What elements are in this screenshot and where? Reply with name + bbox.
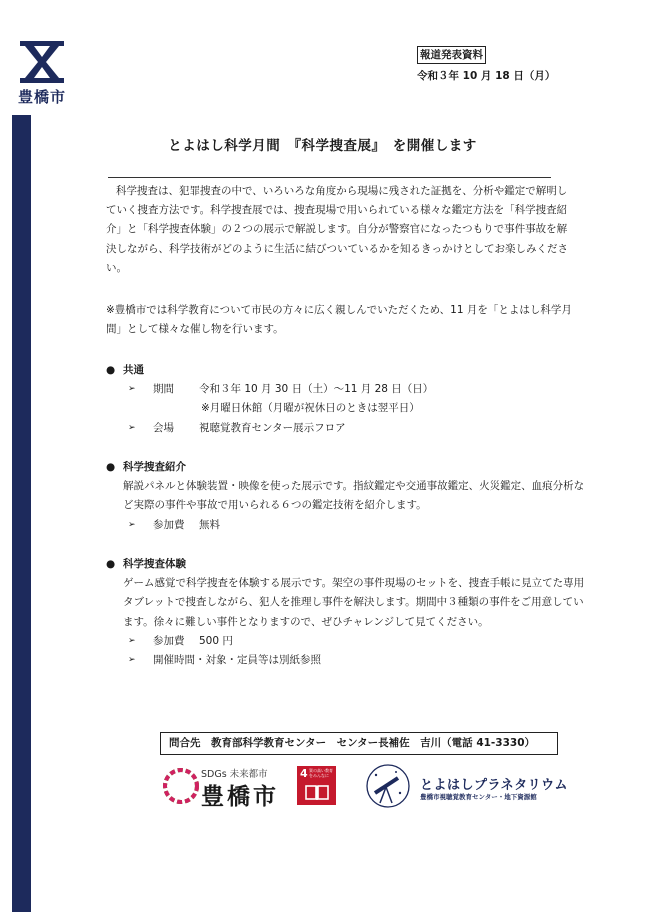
fee-value: 500 円 [199,634,233,647]
period-note: ※月曜日休館（月曜が祝休日のときは翌平日） [201,402,420,415]
arrow-bullet-icon: ➢ [128,655,136,666]
arrow-bullet-icon: ➢ [128,384,136,395]
title-divider [108,177,551,178]
fee-value: 無料 [199,518,220,531]
press-release-label: 報道発表資料 [417,46,486,64]
section-heading [106,555,586,574]
bullet-icon: ● [106,461,116,473]
contact-value: 教育部科学教育センター センター長補佐 吉川（電話 41-3330） [211,737,536,749]
section-heading-text: 科学捜査紹介 [123,461,186,473]
period-row [106,380,586,399]
contact-label: 問合先 [169,737,201,749]
bullet-icon: ● [106,364,116,376]
venue-row [106,419,586,438]
planetarium-subtitle: 豊橋市視聴覚教育センター・地下資源館 [420,793,537,801]
fee-label: 参加費 [153,634,185,647]
section-description: 解説パネルと体験装置・映像を使った展示です。指紋鑑定や交通事故鑑定、火災鑑定、血痕分析など実際の事件や事故で用いられる６つの鑑定技術を紹介します。 [123,480,585,512]
section-heading-text: 共通 [123,364,144,376]
section-heading [106,361,586,380]
logo-city-name: 豊橋市 [18,88,67,106]
sdgs-future-city-label: SDGs 未来都市 [201,769,268,780]
sdgs-wheel-icon [163,768,199,804]
intro-paragraph: 科学捜査は、犯罪捜査の中で、いろいろな角度から現場に残された証拠を、分析や鑑定で解明していく捜査方法です。科学捜査展では、捜査現場で用いられている様々な鑑定方法を「科学捜査紹介」と「科学捜査体験」の２つの展示で解説します。自分が警察官になったつもりで事件事故を解決しながら、科学技術がどのように生活に結びついているかを知るきっかけとしてお楽しみください。 [106,185,568,274]
press-date: 令和３年 10 月 18 日（月） [417,70,556,82]
section-description: ゲーム感覚で科学捜査を体験する展示です。架空の事件現場のセットを、捜査手帳に見立てた専用タブレットで捜査しながら、犯人を推理し事件を解決します。期間中３種類の事件をご用意しています。徐々に難しい事件となりますので、ぜひチャレンジして見てください。 [123,577,585,628]
book-icon [305,785,329,801]
goal-text: 質の高い教育をみんなに [309,768,333,778]
goal-number: 4 [300,767,308,780]
toyohashi-emblem-icon [17,40,67,84]
venue-label: 会場 [153,421,174,434]
bullet-icon: ● [106,558,116,570]
arrow-bullet-icon: ➢ [128,519,136,530]
section-intro-exhibit [106,458,586,535]
period-label: 期間 [153,383,174,396]
period-value: 令和３年 10 月 30 日（土）～11 月 28 日（日） [199,383,434,396]
sdg-goal4-badge [297,766,336,805]
section-common [106,361,586,438]
fee-row [106,632,586,651]
planetarium-title: とよはしプラネタリウム [420,778,568,793]
venue-value: 視聴覚教育センター展示フロア [199,421,346,434]
contact-box [160,732,558,755]
arrow-bullet-icon: ➢ [128,635,136,646]
fee-row [106,516,586,535]
section-heading [106,458,586,477]
science-month-note: ※豊橋市では科学教育について市民の方々に広く親しんでいただくため、11 月を「とよはし科学月間」として様々な催し物を行います。 [106,304,572,336]
section-heading-text: 科学捜査体験 [123,558,186,570]
arrow-bullet-icon: ➢ [128,422,136,433]
sidebar-accent-bar [12,115,31,912]
section-experience [106,555,586,670]
hours-row [106,651,586,670]
telescope-icon [362,763,414,809]
sdgs-city-name: 豊橋市 [201,784,279,810]
press-header [417,46,555,83]
page-title: とよはし科学月間 『科学捜査展』 を開催します [168,138,477,154]
hours-note: 開催時間・対象・定員等は別紙参照 [153,654,321,667]
fee-label: 参加費 [153,518,185,531]
toyohashi-logo [17,40,73,107]
